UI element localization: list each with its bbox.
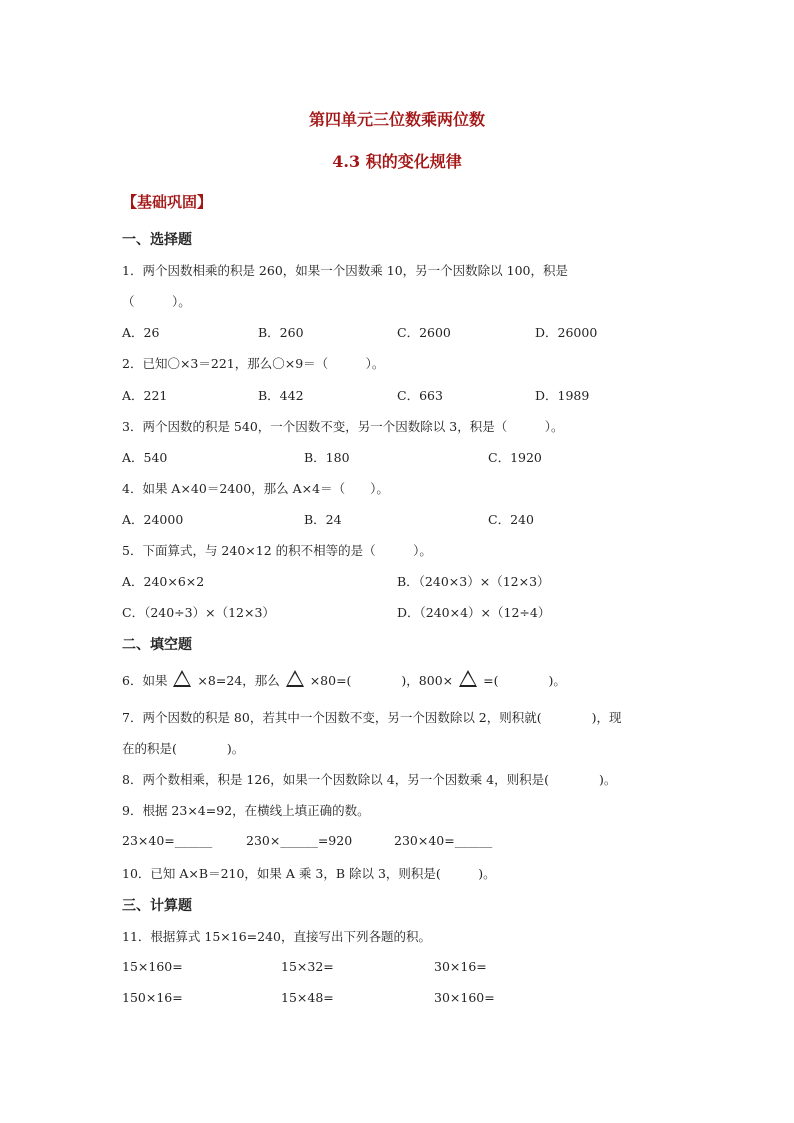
q1-option-d: D．26000 (535, 325, 598, 340)
q11-text: 11．根据算式 15×16=240，直接写出下列各题的积。 (122, 929, 431, 944)
q3-option-b: B．180 (304, 450, 350, 465)
section-label: 【基础巩固】 (122, 193, 213, 211)
q7-text-cont: 在的积是( )。 (122, 741, 245, 756)
q11-row2 (122, 990, 682, 1006)
q2-text: 2．已知〇×3＝221，那么〇×9＝（ ）。 (122, 356, 385, 371)
page-subtitle: 4.3 积的变化规律 (332, 152, 462, 171)
q11-expression: 30×16= (434, 959, 487, 974)
q5-options-row2 (122, 603, 682, 619)
q5-text: 5．下面算式，与 240×12 的积不相等的是（ ）。 (122, 543, 432, 558)
part1-heading: 一、选择题 (122, 232, 192, 248)
q3-option-a: A．540 (122, 450, 168, 465)
q2-option-b: B．442 (258, 388, 304, 403)
q4-option-b: B．24 (304, 512, 342, 527)
q5-option-d: D．（240×4）×（12÷4） (397, 605, 551, 620)
q6-part-b: ×8=24，那么 (197, 673, 280, 688)
q6-part-a: 6．如果 (122, 673, 168, 688)
q10-text: 10．已知 A×B＝210，如果 A 乘 3，B 除以 3，则积是( )。 (122, 866, 496, 881)
q11-expression: 15×48= (281, 990, 334, 1005)
q1-text: 1．两个因数相乘的积是 260，如果一个因数乘 10，另一个因数除以 100，积是 (122, 263, 568, 278)
q3-options (122, 448, 682, 464)
q9-items (122, 833, 682, 849)
q2-option-d: D．1989 (535, 388, 590, 403)
q4-options (122, 510, 682, 526)
q11-row1 (122, 959, 682, 975)
triangle-icon (459, 670, 477, 687)
q3-text: 3．两个因数的积是 540，一个因数不变，另一个因数除以 3，积是（ ）。 (122, 419, 564, 434)
q4-text: 4．如果 A×40＝2400，那么 A×4＝（ ）。 (122, 481, 389, 496)
page-title: 第四单元三位数乘两位数 (308, 110, 485, 129)
q9-item: 230×______=920 (246, 833, 353, 848)
q11-expression: 15×160= (122, 959, 183, 974)
q8-text: 8．两个数相乘，积是 126，如果一个因数除以 4，另一个因数乘 4，则积是( )。 (122, 772, 617, 787)
q2-options (122, 386, 682, 402)
q2-option-a: A．221 (122, 388, 168, 403)
q5-option-b: B．（240×3）×（12×3） (397, 574, 550, 589)
q9-text: 9．根据 23×4=92，在横线上填正确的数。 (122, 803, 370, 818)
q11-expression: 150×16= (122, 990, 183, 1005)
q4-option-c: C．240 (488, 512, 534, 527)
q11-expression: 15×32= (281, 959, 334, 974)
q1-option-c: C．2600 (397, 325, 451, 340)
part3-heading: 三、计算题 (122, 898, 192, 914)
q6-part-d: =( )。 (483, 673, 566, 688)
q6-part-c: ×80=( )，800× (309, 673, 454, 688)
q1-option-a: A．26 (122, 325, 160, 340)
q4-option-a: A．24000 (122, 512, 184, 527)
q11-expression: 30×160= (434, 990, 495, 1005)
q3-option-c: C．1920 (488, 450, 542, 465)
q9-item: 23×40=______ (122, 833, 213, 848)
q5-option-a: A．240×6×2 (122, 574, 205, 589)
q2-option-c: C．663 (397, 388, 443, 403)
part2-heading: 二、填空题 (122, 637, 192, 653)
q1-blank-line: （ ）。 (122, 294, 191, 309)
q5-option-c: C．（240÷3）×（12×3） (122, 605, 275, 620)
q6-text (122, 670, 566, 690)
q1-options (122, 323, 682, 339)
triangle-icon (173, 670, 191, 687)
q7-text: 7．两个因数的积是 80，若其中一个因数不变，另一个因数除以 2，则积就( )，现 (122, 710, 622, 725)
triangle-icon (286, 670, 304, 687)
q1-option-b: B．260 (258, 325, 304, 340)
q9-item: 230×40=______ (394, 833, 493, 848)
q5-options-row1 (122, 572, 682, 588)
